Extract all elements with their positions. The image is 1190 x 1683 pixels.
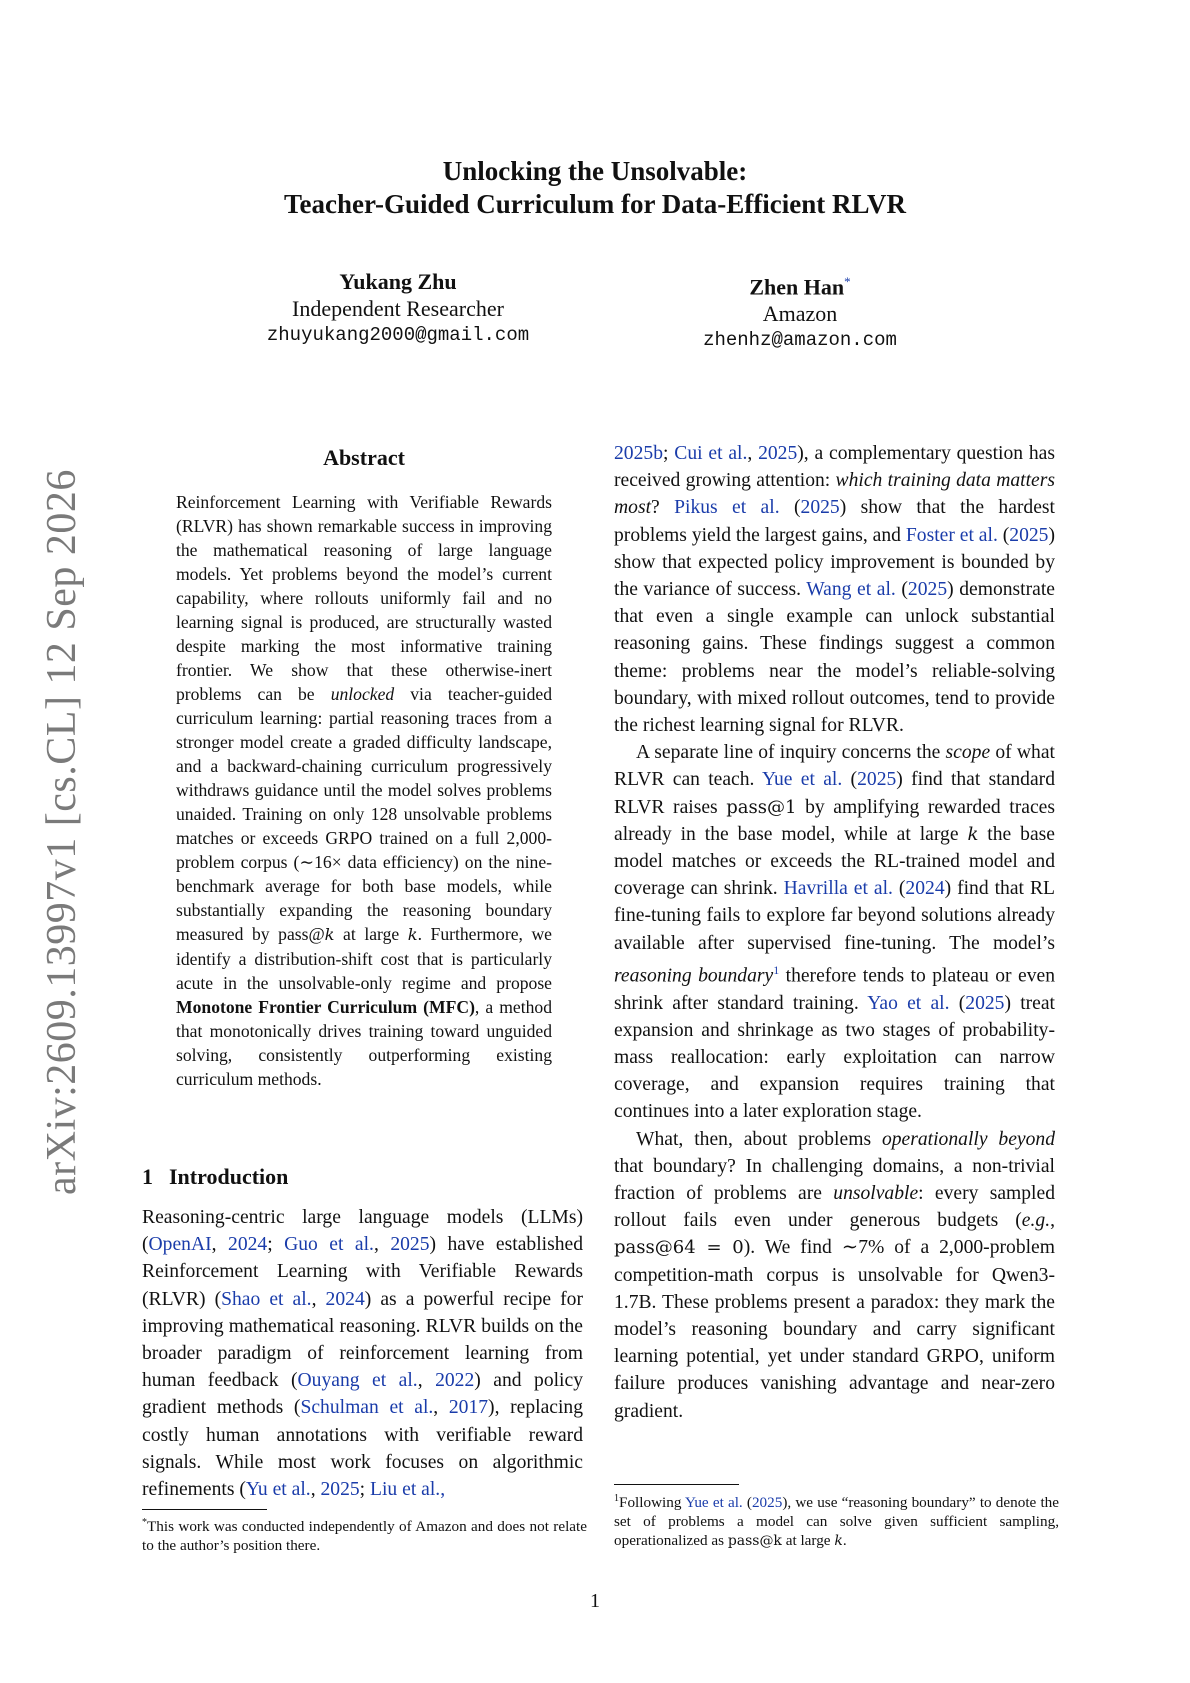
citation-link[interactable]: 2022 (435, 1370, 475, 1392)
citation-link[interactable]: 2025 (857, 769, 897, 791)
citation-link[interactable]: 2025 (907, 579, 948, 601)
citation-link[interactable]: 2024 (905, 878, 945, 900)
footnote-rule (614, 1484, 739, 1485)
author-affiliation: Independent Researcher (292, 296, 504, 321)
abstract-heading: Abstract (323, 445, 405, 470)
author-block-2 (590, 268, 1010, 354)
citation-link[interactable]: Pikus et al. (674, 497, 780, 519)
author-email[interactable]: zhenhz@amazon.com (703, 329, 897, 352)
paragraph: What, then, about problems operationally beyond that boundary? In challenging domains, a non-trivial fraction of problems are unsolvable: every sampled rollout fails even under generous budgets (e.g., pass@64 = 0). We find ∼7% of a 2,000-problem competition-math corpus is unsolvable for Qwen3-1.7B. These problems present a paradox: they mark the model’s reasoning boundary and carry significant learning potential, yet under standard GRPO, uniform failure produces vanishing advantage and near-zero gradient. (614, 1128, 1055, 1422)
citation-link[interactable]: Cui et al. (674, 443, 748, 464)
citation-link[interactable]: Havrilla et al. (783, 878, 893, 900)
abstract-text: Reinforcement Learning with Verifiable Rewards (RLVR) has shown remarkable success in improving the mathematical reasoning of large language models. Yet problems beyond the model’s current capability, where rollouts uniformly fail and no learning signal is produced, are structurally wasted despite marking the most informative training frontier. We show that these otherwise-inert problems can be unlocked via teacher-guided curriculum learning: partial reasoning traces from a stronger model create a graded difficulty landscape, and a backward-chaining curriculum progressively withdraws guidance until the model solves problems unaided. Training on only 128 unsolvable problems matches or exceeds GRPO trained on a full 2,000-problem corpus (∼16× data efficiency) on the nine-benchmark average for both base models, while substantially expanding the reasoning boundary measured by pass@k at large k. Furthermore, we identify a distribution-shift cost that is particularly acute in the unsolvable-only regime and propose Monotone Frontier Curriculum (MFC), a method that monotonically drives training toward unguided solving, consistently outperforming existing curriculum methods. (176, 492, 552, 1089)
author-email[interactable]: zhuyukang2000@gmail.com (266, 324, 530, 346)
citation-link[interactable]: 2024 (228, 1234, 268, 1256)
citation-link[interactable]: Schulman et al. (300, 1397, 434, 1419)
citation-link[interactable]: Ouyang et al. (297, 1370, 418, 1392)
citation-link[interactable]: 2025 (320, 1479, 360, 1501)
author-affiliation: Amazon (762, 301, 838, 327)
citation-link[interactable]: OpenAI (148, 1234, 212, 1256)
page-number: 1 (590, 1590, 600, 1612)
citation-link[interactable]: 2025 (1009, 524, 1049, 546)
citation-link[interactable]: 2025b (614, 443, 663, 464)
citation-link[interactable]: 2024 (325, 1288, 365, 1310)
paper-title (200, 155, 990, 221)
section-heading (142, 1164, 288, 1190)
footnote-mark[interactable]: 1 (773, 962, 780, 977)
author-block-1 (188, 268, 608, 349)
citation-link[interactable]: 2025 (800, 497, 840, 519)
citation-link[interactable]: 2025 (751, 1494, 783, 1512)
citation-link[interactable]: Yu et al. (245, 1479, 311, 1501)
paragraph: A separate line of inquiry concerns the scope of what RLVR can teach. Yue et al. (2025) find that standard RLVR raises pass@1 by amplifying rewarded traces already in the base model, while at large k the base model matches or exceeds the RL-trained model and coverage can shrink. Havrilla et al. (2024) find that RL fine-tuning fails to explore far beyond solutions already available after supervised fine-tuning. The model’s reasoning boundary$^1$ therefore tends to plateau or even shrink after standard training. Yao et al. (2025) treat expansion and shrinkage as two stages of probability-mass reallocation: early exploitation can narrow coverage, and expansion requires training that continues into a later exploration stage. (614, 742, 1055, 1123)
footnote-mark[interactable]: * (844, 274, 851, 289)
paragraph: 2025b; Cui et al., 2025), a complementary question has received growing attention: which training data matters most? Pikus et al. (2025) show that the hardest problems yield the largest gains, and Foster et al. (2025) show that expected policy improvement is bounded by the variance of success. Wang et al. (2025) demonstrate that even a single example can unlock substantial reasoning gains. These findings suggest a common theme: problems near the model’s reliable-solving boundary, with mixed rollout outcomes, tend to provide the richest learning signal for RLVR. (614, 443, 1056, 737)
section-title: Introduction (169, 1164, 289, 1189)
author-name: Zhen Han (749, 274, 845, 300)
citation-link[interactable]: 2017 (448, 1397, 489, 1419)
citation-link[interactable]: Yue et al. (762, 769, 843, 791)
citation-link[interactable]: Yue et al. (685, 1494, 743, 1512)
citation-link[interactable]: Liu et al., (370, 1479, 446, 1501)
citation-link[interactable]: Yao et al. (867, 992, 950, 1014)
footnote-rule (142, 1509, 267, 1510)
section-number: 1 (142, 1164, 153, 1189)
arxiv-stamp: arXiv:2609.13997v1 [cs.CL] 12 Sep 2026 (39, 469, 85, 1195)
citation-link[interactable]: Foster et al. (905, 524, 998, 546)
citation-link[interactable]: Shao et al. (221, 1288, 312, 1310)
footnote-1: *This work was conducted independently of Amazon and does not relate to the author’s position there. (142, 1517, 587, 1555)
citation-link[interactable]: 2025 (758, 443, 798, 464)
title-line-2: Teacher-Guided Curriculum for Data-Efficient RLVR (284, 189, 906, 219)
author-name: Yukang Zhu (339, 269, 457, 294)
title-line-1: Unlocking the Unsolvable: (442, 156, 748, 186)
citation-link[interactable]: Guo et al. (284, 1234, 374, 1256)
mfc-term: Monotone Frontier Curriculum (MFC) (176, 997, 475, 1017)
citation-link[interactable]: 2025 (965, 992, 1005, 1014)
citation-link[interactable]: Wang et al. (806, 579, 896, 601)
citation-link[interactable]: 2025 (390, 1234, 430, 1256)
intro-column-2 (614, 440, 1055, 1425)
intro-paragraph: Reasoning-centric large language models (LLMs) (OpenAI, 2024; Guo et al., 2025) have established Reinforcement Learning with Verifiable Rewards (RLVR) (Shao et al., 2024) as a powerful recipe for improving mathematical reasoning. RLVR builds on the broader paradigm of reinforcement learning from human feedback (Ouyang et al., 2022) and policy gradient methods (Schulman et al., 2017), replacing costly human annotations with verifiable reward signals. While most work focuses on algorithmic refinements (Yu et al., 2025; Liu et al., (142, 1207, 584, 1501)
footnote-2: $^1$Following Yue et al. (2025), we use “reasoning boundary” to denote the set of problems a model can solve given sufficient sampling, operationalized as pass@k at large k. (614, 1493, 1060, 1550)
